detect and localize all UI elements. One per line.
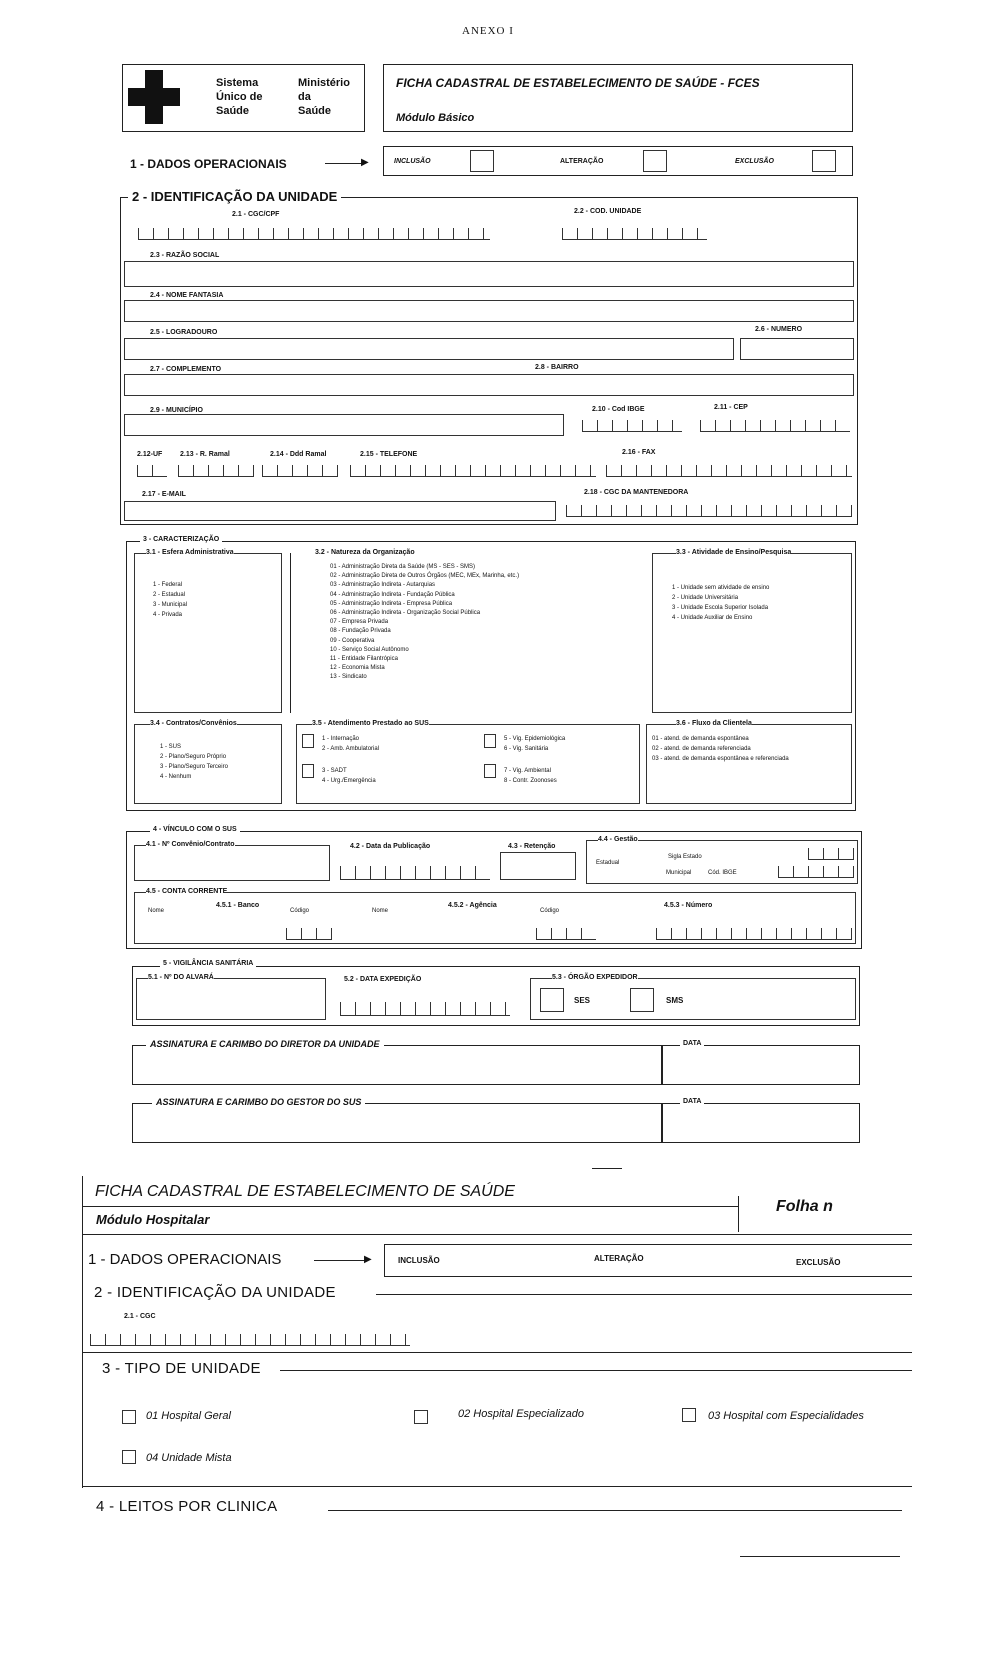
- natureza-item[interactable]: 12 - Economia Mista: [330, 665, 385, 672]
- agencia-codigo-label: Código: [540, 908, 560, 914]
- tipo-option-03[interactable]: 03 Hospital com Especialidades: [708, 1410, 864, 1422]
- page2-sec1-rule-bottom: [384, 1276, 912, 1277]
- logo-text-sus: [216, 76, 262, 118]
- natureza-item[interactable]: 13 - Sindicato: [330, 674, 367, 681]
- gestao-label: 4.4 - Gestão: [598, 836, 638, 843]
- numero-label: 2.6 - NUMERO: [755, 326, 803, 333]
- numero-field[interactable]: [740, 338, 854, 360]
- atendimento-checkbox[interactable]: [484, 764, 496, 778]
- email-label: 2.17 - E-MAIL: [142, 491, 186, 498]
- complemento-label: 2.7 - COMPLEMENTO: [150, 366, 222, 373]
- natureza-item[interactable]: 04 - Administração Indireta - Fundação Pública: [330, 591, 455, 598]
- atividade-item[interactable]: 4 - Unidade Auxiliar de Ensino: [672, 615, 753, 621]
- fluxo-item[interactable]: 01 - atend. de demanda espontânea: [652, 736, 749, 742]
- mantenedora-field[interactable]: [566, 505, 852, 517]
- sec5-title: 5 - VIGILÂNCIA SANITÁRIA: [160, 960, 256, 967]
- natureza-item[interactable]: 07 - Empresa Privada: [330, 619, 389, 626]
- atendimento-checkbox[interactable]: [484, 734, 496, 748]
- page2-title: FICHA CADASTRAL DE ESTABELECIMENTO DE SAÚDE: [95, 1183, 515, 1200]
- atendimento-item[interactable]: 7 - Vig. Ambiental: [504, 768, 551, 774]
- page2-sec3-title: 3 - TIPO DE UNIDADE: [98, 1360, 265, 1377]
- banco-nome-label: Nome: [148, 908, 165, 914]
- page2-sec1-rule-top: [384, 1244, 912, 1245]
- exclusao-checkbox[interactable]: [812, 150, 836, 172]
- sms-label: SMS: [666, 996, 684, 1005]
- logradouro-field[interactable]: [124, 338, 734, 360]
- page2-sec1-left: [384, 1244, 385, 1276]
- municipio-field[interactable]: [124, 414, 564, 436]
- uf-label: 2.12-UF: [137, 451, 163, 458]
- agencia-label: 4.5.2 - Agência: [448, 902, 497, 909]
- gestor-date-label: DATA: [680, 1098, 704, 1105]
- ramal-label: 2.13 - R. Ramal: [180, 451, 230, 458]
- fluxo-item[interactable]: 03 - atend. de demanda espontânea e referenciada: [652, 756, 789, 762]
- cod-unidade-label: 2.2 - COD. UNIDADE: [574, 208, 642, 215]
- logradouro-label: 2.5 - LOGRADOURO: [150, 329, 218, 336]
- fluxo-list: [652, 734, 789, 764]
- municipal-label[interactable]: Municipal: [666, 870, 692, 876]
- esfera-item[interactable]: 1 - Federal: [153, 582, 183, 588]
- sec1-box: [383, 146, 853, 176]
- logo-line: Saúde: [216, 105, 250, 117]
- contratos-item[interactable]: 4 - Nenhum: [160, 774, 192, 780]
- conta-numero-label: 4.5.3 - Número: [664, 902, 713, 909]
- sec1-title: 1 - DADOS OPERACIONAIS: [130, 157, 287, 171]
- natureza-item[interactable]: 09 - Cooperativa: [330, 637, 375, 644]
- fluxo-item[interactable]: 02 - atend. de demanda referenciada: [652, 746, 751, 752]
- alvara-field[interactable]: [136, 978, 326, 1020]
- tipo-checkbox-01[interactable]: [122, 1410, 136, 1424]
- uf-field[interactable]: [137, 465, 167, 477]
- natureza-item[interactable]: 11 - Entidade Filantrópica: [330, 656, 398, 663]
- page2-cgc-field[interactable]: [90, 1334, 410, 1346]
- gestor-signature-box[interactable]: [132, 1103, 662, 1143]
- cod-ibge-field[interactable]: [778, 866, 854, 878]
- page2-inclusao[interactable]: INCLUSÃO: [398, 1256, 440, 1265]
- diretor-date-box[interactable]: [662, 1045, 860, 1085]
- banco-codigo-label: Código: [290, 908, 310, 914]
- tipo-option-02[interactable]: 02 Hospital Especializado: [458, 1408, 584, 1420]
- contrato-field[interactable]: [134, 845, 330, 881]
- retencao-label: 4.3 - Retenção: [508, 843, 556, 850]
- cep-field[interactable]: [700, 420, 850, 432]
- banco-field[interactable]: [286, 928, 332, 940]
- natureza-item[interactable]: 02 - Administração Direta de Outros Órgãos (MEC, MEx, Marinha, etc.): [330, 573, 520, 580]
- data-pub-label: 4.2 - Data da Publicação: [350, 843, 431, 850]
- natureza-list: [330, 563, 519, 683]
- complemento-field[interactable]: [124, 374, 854, 396]
- sms-checkbox[interactable]: [630, 988, 654, 1012]
- sec4-title: 4 - VÍNCULO COM O SUS: [150, 826, 240, 833]
- page2-sec4-rule: [328, 1510, 902, 1511]
- fantasia-label: 2.4 - NOME FANTASIA: [150, 292, 224, 299]
- logo-line: Sistema: [216, 77, 259, 89]
- cgc-label: 2.1 - CGC/CPF: [232, 211, 280, 218]
- fax-field[interactable]: [606, 465, 852, 477]
- natureza-item[interactable]: 08 - Fundação Privada: [330, 628, 391, 635]
- esfera-item[interactable]: 4 - Privada: [153, 612, 183, 618]
- email-field[interactable]: [124, 501, 556, 521]
- conta-numero-field[interactable]: [656, 928, 852, 940]
- atendimento-item[interactable]: 4 - Urg./Emergência: [322, 778, 376, 784]
- page2-exclusao[interactable]: EXCLUSÃO: [796, 1258, 841, 1267]
- data-pub-field[interactable]: [340, 866, 490, 880]
- razao-field[interactable]: [124, 261, 854, 287]
- razao-label: 2.3 - RAZÃO SOCIAL: [150, 252, 220, 259]
- tipo-option-04[interactable]: 04 Unidade Mista: [146, 1452, 232, 1464]
- exclusao-label: EXCLUSÃO: [735, 158, 774, 165]
- diretor-signature-box[interactable]: [132, 1045, 662, 1085]
- agencia-field[interactable]: [536, 928, 596, 940]
- logo-line: Saúde: [298, 105, 332, 117]
- page2-sec4-title: 4 - LEITOS POR CLINICA: [92, 1498, 281, 1515]
- page2-module: Módulo Hospitalar: [96, 1212, 210, 1227]
- fax-label: 2.16 - FAX: [622, 449, 656, 456]
- atendimento-label: 3.5 - Atendimento Prestado ao SUS: [312, 720, 429, 727]
- ramal-field[interactable]: [178, 465, 254, 477]
- ibge-label: 2.10 - Cod IBGE: [592, 406, 645, 413]
- atividade-item[interactable]: 2 - Unidade Universitária: [672, 595, 739, 601]
- ddd-label: 2.14 - Ddd Ramal: [270, 451, 327, 458]
- esfera-item[interactable]: 2 - Estadual: [153, 592, 186, 598]
- tipo-checkbox-04[interactable]: [122, 1450, 136, 1464]
- atividade-box: [652, 553, 852, 713]
- atividade-item[interactable]: 1 - Unidade sem atividade de ensino: [672, 585, 770, 591]
- logo-line: Ministério: [298, 77, 350, 89]
- esfera-item[interactable]: 3 - Municipal: [153, 602, 188, 608]
- ddd-field[interactable]: [262, 465, 338, 477]
- mantenedora-label: 2.18 - CGC DA MANTENEDORA: [584, 489, 689, 496]
- natureza-item[interactable]: 01 - Administração Direta da Saúde (MS - SES - SMS): [330, 564, 476, 570]
- esfera-label: 3.1 - Esfera Administrativa: [146, 549, 234, 556]
- cep-label: 2.11 - CEP: [714, 404, 748, 411]
- arrow-icon: ▶: [364, 1254, 372, 1265]
- natureza-divider: [290, 553, 291, 713]
- natureza-item[interactable]: 06 - Administração Indireta - Organização Social Pública: [330, 610, 481, 617]
- telefone-label: 2.15 - TELEFONE: [360, 451, 418, 458]
- natureza-label: 3.2 - Natureza da Organização: [315, 549, 415, 556]
- atendimento-item[interactable]: 1 - Internação: [322, 736, 360, 742]
- page2-module-rule: [82, 1234, 912, 1235]
- logo-text-ms: [298, 76, 350, 118]
- contrato-label: 4.1 - Nº Convênio/Contrato: [146, 841, 235, 848]
- gestor-signature-label: ASSINATURA E CARIMBO DO GESTOR DO SUS: [152, 1097, 365, 1107]
- ses-checkbox[interactable]: [540, 988, 564, 1012]
- annex-title: ANEXO I: [462, 25, 514, 37]
- atendimento-item[interactable]: 2 - Amb. Ambulatorial: [322, 746, 380, 752]
- page2-sec2-rule: [376, 1294, 912, 1295]
- sigla-estado-label: Sigla Estado: [668, 854, 702, 860]
- alvara-label: 5.1 - Nº DO ALVARÁ: [148, 974, 214, 981]
- page2-alteracao[interactable]: ALTERAÇÃO: [594, 1254, 644, 1263]
- page2-arrow-line: [314, 1260, 366, 1261]
- contratos-item[interactable]: 1 - SUS: [160, 744, 182, 750]
- atendimento-checkbox[interactable]: [302, 764, 314, 778]
- natureza-item[interactable]: 05 - Administração Indireta - Empresa Pública: [330, 600, 453, 607]
- logo-line: Único de: [216, 91, 263, 103]
- sec3-title: 3 - CARACTERIZAÇÃO: [140, 536, 222, 543]
- cod-unidade-field[interactable]: [562, 228, 707, 240]
- page2-sec3-bottom: [82, 1486, 912, 1487]
- inclusao-checkbox[interactable]: [470, 150, 494, 172]
- cross-icon: [128, 70, 180, 124]
- orgao-label: 5.3 - ÓRGÃO EXPEDIDOR: [552, 974, 638, 981]
- form-title: FICHA CADASTRAL DE ESTABELECIMENTO DE SAÚDE - FCES: [396, 76, 760, 90]
- page2-sec2-title: 2 - IDENTIFICAÇÃO DA UNIDADE: [90, 1284, 340, 1301]
- fantasia-field[interactable]: [124, 300, 854, 322]
- agencia-nome-label: Nome: [372, 908, 389, 914]
- alteracao-checkbox[interactable]: [643, 150, 667, 172]
- conta-label: 4.5 - CONTA CORRENTE: [146, 888, 228, 895]
- page-divider: [592, 1168, 622, 1169]
- atividade-list: [672, 583, 769, 623]
- atividade-item[interactable]: 3 - Unidade Escola Superior Isolada: [672, 605, 769, 611]
- expedicao-field[interactable]: [340, 1002, 510, 1016]
- cod-ibge-label: Cód. IBGE: [708, 870, 737, 876]
- atendimento-item[interactable]: 6 - Vig. Sanitária: [504, 746, 549, 752]
- module-title: Módulo Básico: [396, 112, 475, 124]
- atendimento-item[interactable]: 8 - Contr. Zoonoses: [504, 778, 557, 784]
- contratos-label: 3.4 - Contratos/Convênios: [150, 720, 237, 727]
- ibge-field[interactable]: [582, 420, 682, 432]
- bairro-label: 2.8 - BAIRRO: [535, 364, 579, 371]
- atendimento-item[interactable]: 3 - SADT: [322, 768, 347, 774]
- alteracao-label: ALTERAÇÃO: [560, 158, 604, 165]
- arrow-icon: ▶: [361, 157, 369, 168]
- diretor-signature-label: ASSINATURA E CARIMBO DO DIRETOR DA UNIDADE: [146, 1039, 384, 1049]
- fluxo-label: 3.6 - Fluxo da Clientela: [676, 720, 752, 727]
- natureza-item[interactable]: 10 - Serviço Social Autônomo: [330, 646, 409, 653]
- cgc-field[interactable]: [138, 228, 490, 240]
- inclusao-label: INCLUSÃO: [394, 158, 431, 165]
- natureza-item[interactable]: 03 - Administração Indireta - Autarquias: [330, 582, 436, 589]
- tipo-option-01[interactable]: 01 Hospital Geral: [146, 1410, 231, 1422]
- page2-folha: Folha n: [776, 1198, 833, 1215]
- gestor-date-box[interactable]: [662, 1103, 860, 1143]
- banco-label: 4.5.1 - Banco: [216, 902, 260, 909]
- arrow-line: [325, 163, 365, 164]
- contratos-item[interactable]: 2 - Plano/Seguro Próprio: [160, 754, 227, 760]
- page2-sec2-bottom: [82, 1352, 912, 1353]
- page2-cgc-label: 2.1 - CGC: [124, 1313, 156, 1320]
- retencao-field[interactable]: [500, 852, 576, 880]
- page2-sec1-title: 1 - DADOS OPERACIONAIS: [88, 1251, 282, 1268]
- telefone-field[interactable]: [350, 465, 596, 477]
- atendimento-item[interactable]: 5 - Vig. Epidemiológica: [504, 736, 566, 742]
- page2-title-rule: [82, 1206, 738, 1207]
- contratos-list: [160, 742, 228, 782]
- atividade-label: 3.3 - Atividade de Ensino/Pesquisa: [676, 549, 792, 556]
- esfera-box: [134, 553, 282, 713]
- page2-sec4-bottom: [740, 1556, 900, 1557]
- page2-title-divider: [738, 1196, 739, 1232]
- tipo-checkbox-02[interactable]: [414, 1410, 428, 1424]
- expedicao-label: 5.2 - DATA EXPEDIÇÃO: [344, 976, 422, 983]
- logo-line: da: [298, 91, 311, 103]
- estadual-label[interactable]: Estadual: [596, 860, 620, 866]
- municipio-label: 2.9 - MUNICÍPIO: [150, 407, 203, 414]
- diretor-date-label: DATA: [680, 1040, 704, 1047]
- atendimento-checkbox[interactable]: [302, 734, 314, 748]
- page2-sec3-rule: [280, 1370, 912, 1371]
- contratos-item[interactable]: 3 - Plano/Seguro Terceiro: [160, 764, 228, 770]
- ses-label: SES: [574, 996, 591, 1005]
- tipo-checkbox-03[interactable]: [682, 1408, 696, 1422]
- page2-left-border: [82, 1176, 83, 1488]
- sigla-estado-field[interactable]: [808, 848, 854, 860]
- sec2-title: 2 - IDENTIFICAÇÃO DA UNIDADE: [128, 189, 341, 204]
